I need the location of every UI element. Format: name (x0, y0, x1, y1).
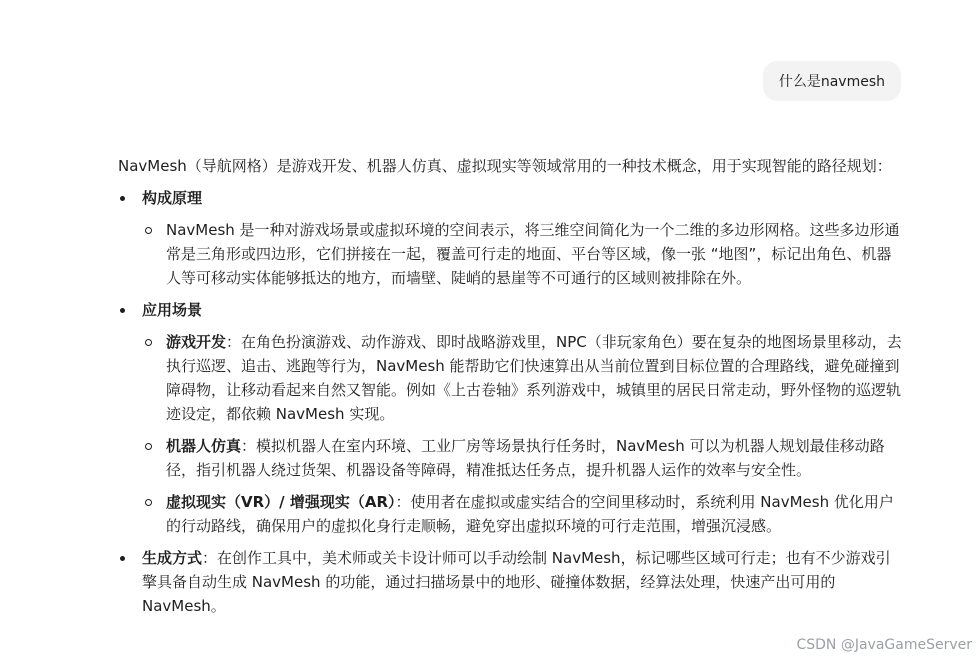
section-heading: 应用场景 (142, 301, 203, 319)
list-item-text: ：模拟机器人在室内环境、工业厂房等场景执行任务时，NavMesh 可以为机器人规划最佳移动路径，指引机器人绕过货架、机器设备等障碍，精准抵达任务点，提升机器人运作的效率与安全性。 (166, 437, 885, 479)
section-text: ：在创作工具中，美术师或关卡设计师可以手动绘制 NavMesh，标记哪些区域可行走；也有不少游戏引擎具备自动生成 NavMesh 的功能，通过扫描场景中的地形、碰撞体数据，经算法处理，快速产出可用的 NavMesh。 (142, 549, 891, 615)
list-item (142, 218, 904, 290)
user-message-bubble (763, 61, 901, 101)
section-heading: 生成方式 (142, 549, 203, 567)
list-item (142, 490, 904, 538)
answer-intro: NavMesh（导航网格）是游戏开发、机器人仿真、虚拟现实等领域常用的一种技术概念，用于实现智能的路径规划： (118, 157, 892, 175)
section-principle (118, 186, 904, 290)
list-item-text: ：使用者在虚拟或虚实结合的空间里移动时，系统利用 NavMesh 优化用户的行动路线，确保用户的虚拟化身行走顺畅，避免穿出虚拟环境的可行走范围，增强沉浸感。 (166, 493, 894, 535)
item-bold-label: 虚拟现实（VR）/ 增强现实（AR） (166, 493, 396, 511)
list-item-text: NavMesh 是一种对游戏场景或虚拟环境的空间表示，将三维空间简化为一个二维的多边形网格。这些多边形通常是三角形或四边形，它们拼接在一起，覆盖可行走的地面、平台等区域，像一张 “地图”，标记出角色、机器人等可移动实体能够抵达的地方，而墙壁、陡峭的悬崖等不可通行的区域则被排除在外。 (166, 221, 900, 287)
item-bold-label: 游戏开发 (166, 333, 227, 351)
assistant-answer (118, 154, 904, 626)
list-item-text: ：在角色扮演游戏、动作游戏、即时战略游戏里，NPC（非玩家角色）要在复杂的地图场景里移动，去执行巡逻、追击、逃跑等行为，NavMesh 能帮助它们快速算出从当前位置到目标位置的合理路线，避免碰撞到障碍物，让移动看起来自然又智能。例如《上古卷轴》系列游戏中，城镇里的居民日常走动，野外怪物的巡逻轨迹设定，都依赖 NavMesh 实现。 (166, 333, 902, 423)
applications-list (142, 330, 904, 538)
user-message-text: 什么是navmesh (778, 74, 885, 90)
item-bold-label: 机器人仿真 (166, 437, 242, 455)
list-item (142, 434, 904, 482)
section-applications (118, 298, 904, 538)
principle-list (142, 218, 904, 290)
list-item (142, 330, 904, 426)
section-generation (118, 546, 904, 618)
section-heading: 构成原理 (142, 189, 203, 207)
watermark: CSDN @JavaGameServer (796, 637, 972, 653)
answer-section-list (118, 186, 904, 618)
